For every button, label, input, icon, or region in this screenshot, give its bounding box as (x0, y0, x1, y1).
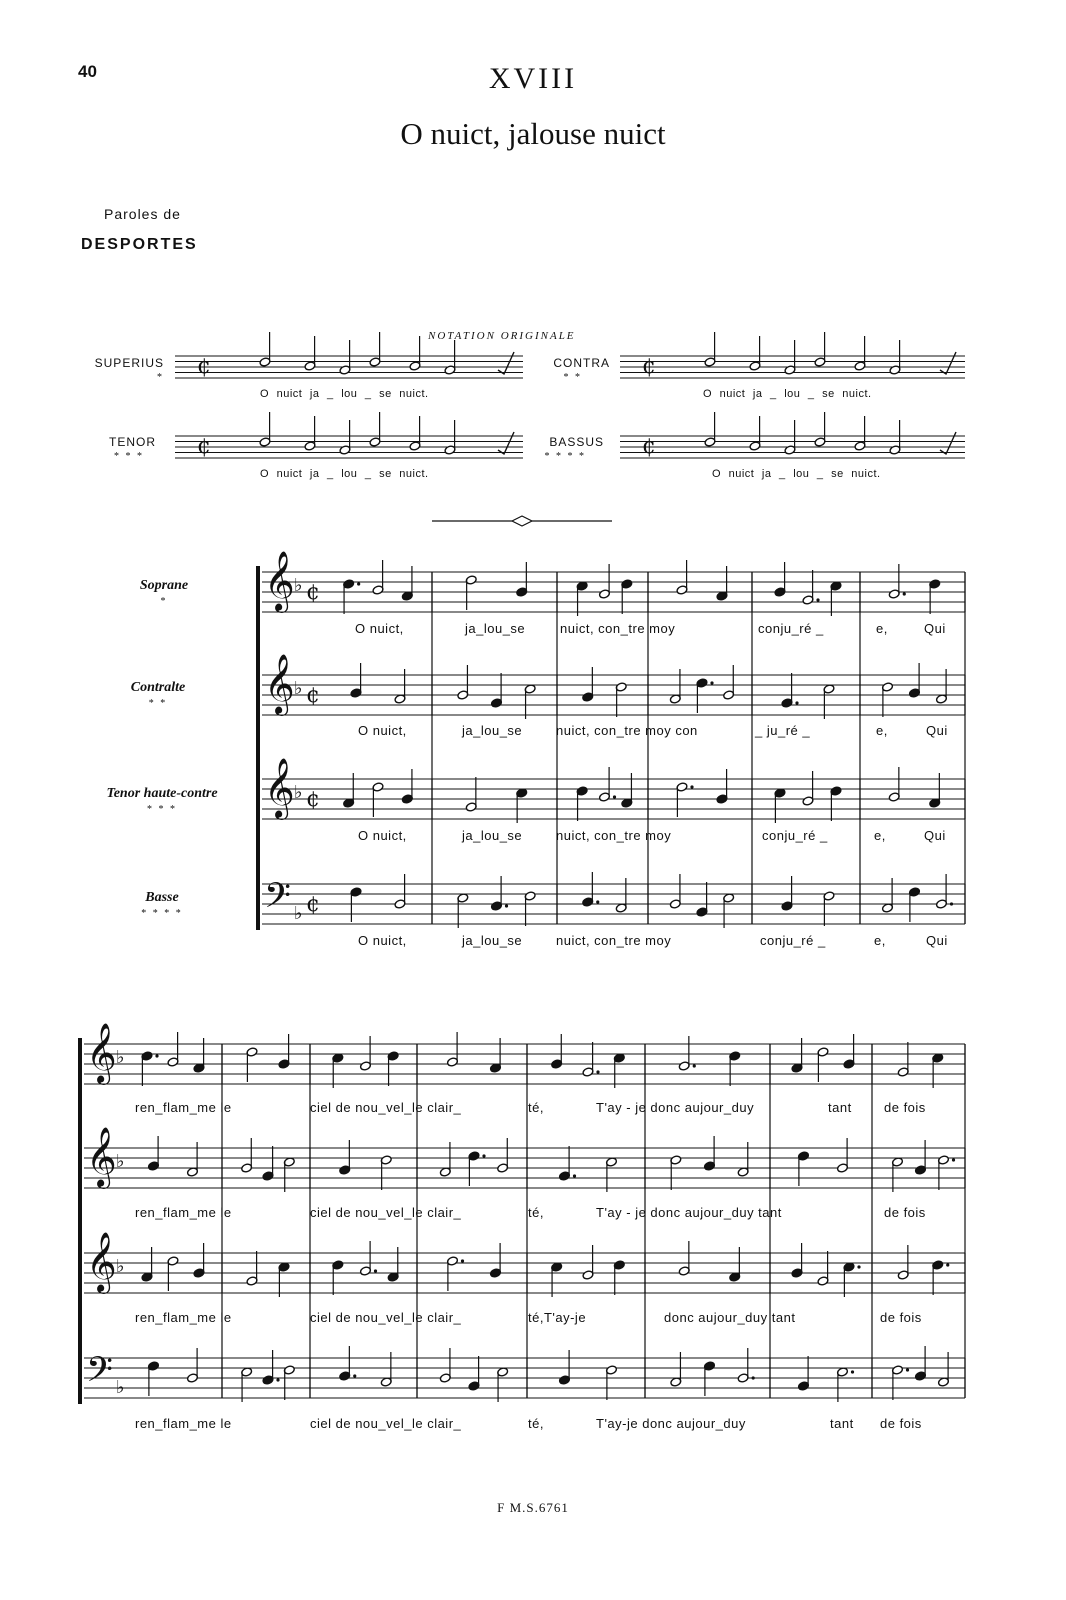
incipit-stars: * * * (114, 451, 144, 462)
flat-sign: ♭ (294, 678, 303, 699)
lyric: ja_lou_se (462, 933, 523, 948)
custos (498, 432, 514, 454)
lyric: ciel de nou_vel_le clair_ (310, 1310, 462, 1325)
note-dot (752, 1376, 755, 1379)
lyric: O nuict, (355, 621, 404, 636)
incipit-staves (175, 332, 965, 459)
cut-time-sign: ¢ (642, 354, 656, 379)
piece-number: XVIII (488, 62, 578, 95)
note-dot (690, 785, 693, 788)
treble-clef: 𝄞 (264, 551, 295, 611)
voice-label-tenor: Tenor haute-contre (106, 786, 218, 801)
lyric: ren_flam_me le (135, 1205, 232, 1220)
lyric: ren_flam_me le (135, 1100, 232, 1115)
note-dot (573, 1174, 576, 1177)
note-dot (950, 902, 953, 905)
note-dot (276, 1378, 279, 1381)
incipit-stars: * * * * (544, 451, 586, 462)
cut-time-sign: ¢ (306, 892, 320, 917)
voice-stars: * * * (147, 804, 177, 815)
note-dot (851, 1370, 854, 1373)
lyric: _ ju_ré _ (755, 723, 811, 738)
note-dot (946, 1263, 949, 1266)
lyric: ren_flam_me le (135, 1416, 232, 1431)
incipit-lyric: O nuict ja _ lou _ se nuict. (260, 468, 429, 480)
lyric: ren_flam_me le (135, 1310, 232, 1325)
lyric: ja_lou_se (465, 621, 526, 636)
staff (84, 1044, 965, 1084)
note-dot (155, 1054, 158, 1057)
lyric: ja_lou_se (462, 723, 523, 738)
incipit-lyric: O nuict ja _ lou _ se nuict. (712, 468, 881, 480)
voice-stars: * * * * (141, 908, 183, 919)
system-1 (258, 551, 965, 930)
lyric: e, (874, 933, 886, 948)
incipit-stars: * (157, 372, 164, 383)
lyric: de fois (880, 1416, 922, 1431)
lyric: Qui (926, 933, 948, 948)
note-dot (374, 1269, 377, 1272)
lyric: tant (828, 1100, 852, 1115)
lyric: O nuict, (358, 933, 407, 948)
note-dot (857, 1265, 860, 1268)
flat-sign: ♭ (116, 1377, 125, 1398)
staff (84, 1148, 965, 1188)
lyric: de fois (884, 1205, 926, 1220)
publisher-code: F M.S.6761 (497, 1500, 569, 1515)
lyric: T'ay-je donc aujour_duy (596, 1416, 746, 1431)
lyric: té,T'ay-je (528, 1310, 587, 1325)
piece-title: O nuict, jalouse nuict (400, 116, 666, 151)
lyric: Qui (924, 621, 946, 636)
note-dot (613, 795, 616, 798)
incipit-label-tenor: TENOR (109, 435, 156, 449)
lyric: ja_lou_se (462, 828, 523, 843)
lyric: tant (830, 1416, 854, 1431)
bass-clef: 𝄢 (264, 875, 292, 924)
cut-time-sign: ¢ (642, 434, 656, 459)
cut-time-sign: ¢ (306, 683, 320, 708)
lyric: conju_ré _ (762, 828, 828, 843)
note-dot (596, 900, 599, 903)
custos (940, 432, 956, 454)
lyric: e, (876, 621, 888, 636)
voice-label-soprane: Soprane (139, 578, 189, 593)
note-dot (693, 1064, 696, 1067)
note-dot (710, 681, 713, 684)
incipit-label-contra: CONTRA (553, 356, 610, 370)
flat-sign: ♭ (116, 1047, 125, 1068)
custos (498, 352, 514, 374)
lyric: nuict, con_tre moy (560, 621, 676, 636)
staff (84, 1358, 965, 1398)
treble-clef: 𝄞 (86, 1023, 117, 1083)
voice-label-basse: Basse (145, 890, 179, 905)
treble-clef: 𝄞 (264, 758, 295, 818)
lyric: de fois (884, 1100, 926, 1115)
note-dot (795, 701, 798, 704)
lyric: ciel de nou_vel_le clair_ (310, 1205, 462, 1220)
lyric: T'ay - je donc aujour_duy (596, 1100, 755, 1115)
lyric: Qui (924, 828, 946, 843)
lyric: nuict, con_tre moy (556, 828, 672, 843)
flat-sign: ♭ (294, 575, 303, 596)
voice-label-contralte: Contralte (130, 680, 186, 695)
flat-sign: ♭ (116, 1151, 125, 1172)
flat-sign: ♭ (116, 1256, 125, 1277)
note-dot (505, 904, 508, 907)
incipit-lyric: O nuict ja _ lou _ se nuict. (260, 388, 429, 400)
voice-stars: * * (148, 698, 168, 709)
lyric: Qui (926, 723, 948, 738)
treble-clef: 𝄞 (86, 1232, 117, 1292)
custos (940, 352, 956, 374)
incipit-label-superius: SUPERIUS (94, 356, 164, 370)
poet-name: DESPORTES (81, 236, 198, 253)
note-dot (906, 1368, 909, 1371)
cut-time-sign: ¢ (306, 787, 320, 812)
lyric: e, (876, 723, 888, 738)
cut-time-sign: ¢ (197, 354, 211, 379)
lyric: ciel de nou_vel_le clair_ (310, 1100, 462, 1115)
lyric: e, (874, 828, 886, 843)
note-dot (952, 1158, 955, 1161)
lyric: té, (528, 1205, 544, 1220)
ornament-divider (432, 516, 612, 526)
treble-clef: 𝄞 (264, 654, 295, 714)
note-dot (353, 1374, 356, 1377)
system-2 (80, 1023, 965, 1404)
lyric: nuict, con_tre moy con (556, 723, 698, 738)
flat-sign: ♭ (294, 782, 303, 803)
lyric: O nuict, (358, 723, 407, 738)
flat-sign: ♭ (294, 903, 303, 924)
page-number: 40 (78, 62, 97, 81)
lyric: donc aujour_duy tant (664, 1310, 796, 1325)
lyric: té, (528, 1416, 544, 1431)
treble-clef: 𝄞 (86, 1127, 117, 1187)
notation-heading: NOTATION ORIGINALE (428, 330, 576, 342)
voice-stars: * (160, 596, 168, 607)
note-dot (596, 1070, 599, 1073)
cut-time-sign: ¢ (197, 434, 211, 459)
staff (84, 1253, 965, 1293)
lyric: T'ay - je donc aujour_duy tant (596, 1205, 782, 1220)
bass-clef: 𝄢 (86, 1349, 114, 1398)
lyric: té, (528, 1100, 544, 1115)
cut-time-sign: ¢ (306, 580, 320, 605)
note-dot (482, 1154, 485, 1157)
credit-line: Paroles de (104, 206, 181, 222)
incipit-lyric: O nuict ja _ lou _ se nuict. (703, 388, 872, 400)
note-dot (816, 598, 819, 601)
incipit-stars: * * (563, 372, 582, 383)
lyric: conju_ré _ (760, 933, 826, 948)
lyric: nuict, con_tre moy (556, 933, 672, 948)
note-dot (357, 582, 360, 585)
note-dot (461, 1259, 464, 1262)
lyric: O nuict, (358, 828, 407, 843)
incipit-label-bassus: BASSUS (549, 435, 604, 449)
lyric: ciel de nou_vel_le clair_ (310, 1416, 462, 1431)
lyric: conju_ré _ (758, 621, 824, 636)
lyric: de fois (880, 1310, 922, 1325)
note-dot (903, 592, 906, 595)
